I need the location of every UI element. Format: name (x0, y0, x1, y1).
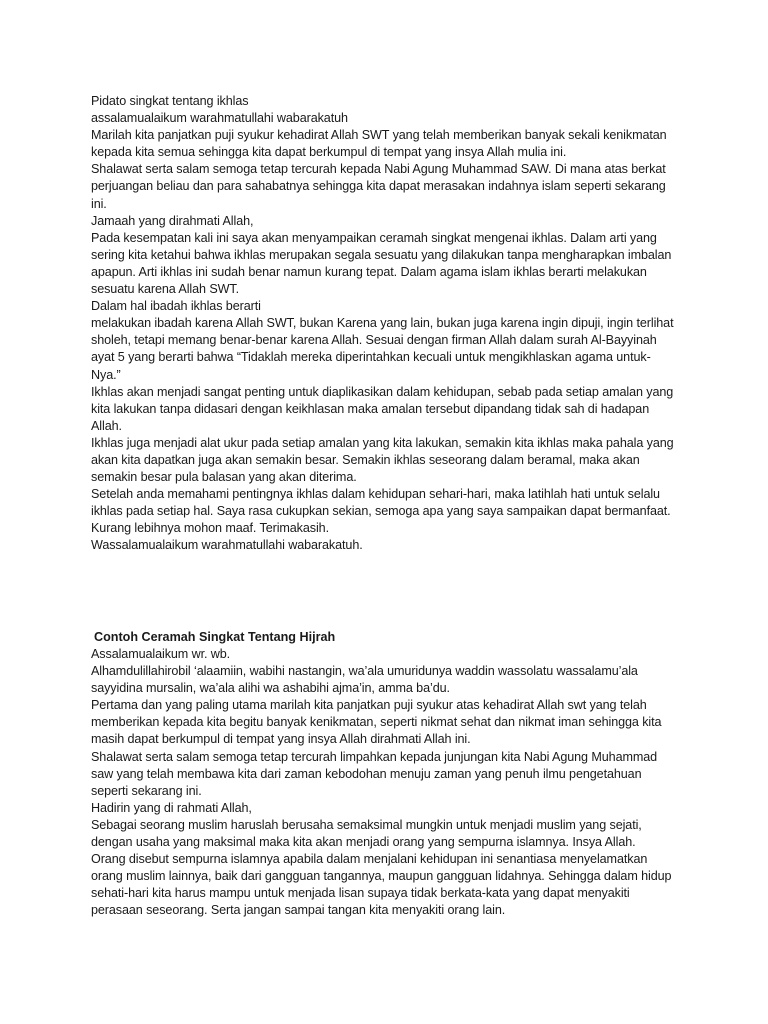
text-line: assalamualaikum warahmatullahi wabarakatuh (91, 111, 348, 126)
text-line: Ikhlas juga menjadi alat ukur pada setiap amalan yang kita lakukan, semakin kita ikhlas maka pahala yang (91, 435, 674, 450)
text-line: Jamaah yang dirahmati Allah, (91, 213, 254, 228)
text-line: sehati-hari kita harus mampu untuk menjada lisan supaya tidak berkata-kata yang dapat menyakiti (91, 886, 630, 901)
text-line: Setelah anda memahami pentingnya ikhlas dalam kehidupan sehari-hari, maka latihlah hati untuk selalu (91, 487, 660, 502)
text-line: Marilah kita panjatkan puji syukur kehadirat Allah SWT yang telah memberikan banyak sekali kenikmatan (91, 128, 667, 143)
text-line: Assalamualaikum wr. wb. (91, 647, 231, 661)
text-line: ini. (91, 196, 107, 211)
text-line: kita lakukan tanpa didasari dengan keikhlasan maka amalan tersebut dipandang tidak sah di hadapan (91, 401, 650, 416)
text-line: seperti sekarang ini. (91, 783, 202, 798)
text-line: sayyidina mursalin, wa’ala alihi wa ashabihi ajma’in, amma ba’du. (91, 681, 450, 696)
text-line: Kurang lebihnya mohon maaf. Terimakasih. (91, 521, 329, 536)
text-line: ikhlas pada setiap hal. Saya rasa cukupkan sekian, semoga apa yang saya sampaikan dapat bermanfaat. (91, 504, 671, 519)
text-line: Pidato singkat tentang ikhlas (91, 94, 249, 108)
text-line: Orang disebut sempurna islamnya apabila dalam menjalani kehidupan ini senantiasa menyelamatkan (91, 852, 648, 867)
text-line: ayat 5 yang berarti bahwa “Tidaklah mereka diperintahkan kecuali untuk mengikhlaskan agama untuk- (91, 350, 651, 365)
text-line: memberikan kepada kita begitu banyak kenikmatan, seperti nikmat sehat dan nikmat iman sehingga kita (91, 715, 662, 730)
text-line: Hadirin yang di rahmati Allah, (91, 800, 252, 815)
text-line: perjuangan beliau dan para sahabatnya sehingga kita dapat merasakan indahnya islam seperti sekarang (91, 179, 666, 194)
text-line: orang muslim lainnya, baik dari gangguan tangannya, maupun gangguan lidahnya. Sehingga dalam hidup (91, 869, 672, 884)
text-line: masih dapat berkumpul di tempat yang insya Allah dirahmati Allah ini. (91, 732, 471, 747)
text-line: sesuatu karena Allah SWT. (91, 282, 240, 297)
text-line: melakukan ibadah karena Allah SWT, bukan Karena yang lain, bukan juga karena ingin dipuji, ingin terlihat (91, 316, 674, 331)
text-line: perasaan seseorang. Serta jangan sampai tangan kita menyakiti orang lain. (91, 903, 506, 918)
text-line: Sebagai seorang muslim haruslah berusaha semaksimal mungkin untuk menjadi muslim yang sejati, (91, 817, 642, 832)
text-line: Alhamdulillahirobil ‘alaamiin, wabihi nastangin, wa’ala umuridunya waddin wassolatu wassalamu’ala (91, 664, 638, 679)
section-hijrah (91, 628, 691, 920)
text-line: sering kita ketahui bahwa ikhlas merupakan segala sesuatu yang dilakukan tanpa mengharapkan imbalan (91, 247, 672, 262)
text-line: apapun. Arti ikhlas ini sudah benar namun kurang tepat. Dalam agama islam ikhlas berarti melakukan (91, 264, 647, 279)
text-line: Nya.” (91, 367, 121, 382)
text-line: akan kita dapatkan juga akan semakin besar. Semakin ikhlas seseorang dalam beramal, maka akan (91, 452, 640, 467)
text-line: kepada kita semua sehingga kita dapat berkumpul di tempat yang insya Allah mulia ini. (91, 145, 567, 160)
text-line: Pertama dan yang paling utama marilah kita panjatkan puji syukur atas kehadirat Allah swt yang telah (91, 698, 647, 713)
text-line: dengan usaha yang maksimal maka kita akan menjadi orang yang sempurna islamnya. Insya Allah. (91, 835, 636, 850)
section-ikhlas (91, 93, 691, 555)
text-line: sholeh, tetapi memang benar-benar karena Allah. Sesuai dengan firman Allah dalam surah Al-Bayyinah (91, 333, 657, 348)
text-line: Pada kesempatan kali ini saya akan menyampaikan ceramah singkat mengenai ikhlas. Dalam arti yang (91, 230, 657, 245)
text-line: saw yang telah membawa kita dari zaman kebodohan menuju zaman yang penuh ilmu pengetahuan (91, 766, 642, 781)
section-heading: Contoh Ceramah Singkat Tentang Hijrah (94, 630, 336, 644)
text-line: Wassalamualaikum warahmatullahi wabarakatuh. (91, 538, 363, 553)
text-line: Allah. (91, 418, 122, 433)
text-line: Dalam hal ibadah ikhlas berarti (91, 299, 261, 314)
text-line: Shalawat serta salam semoga tetap tercurah kepada Nabi Agung Muhammad SAW. Di mana atas berkat (91, 162, 666, 177)
text-line: Ikhlas akan menjadi sangat penting untuk diaplikasikan dalam kehidupan, sebab pada setiap amalan yang (91, 384, 674, 399)
text-line: Shalawat serta salam semoga tetap tercurah limpahkan kepada junjungan kita Nabi Agung Muhammad (91, 749, 658, 764)
text-line: semakin besar pula balasan yang akan diterima. (91, 470, 357, 485)
